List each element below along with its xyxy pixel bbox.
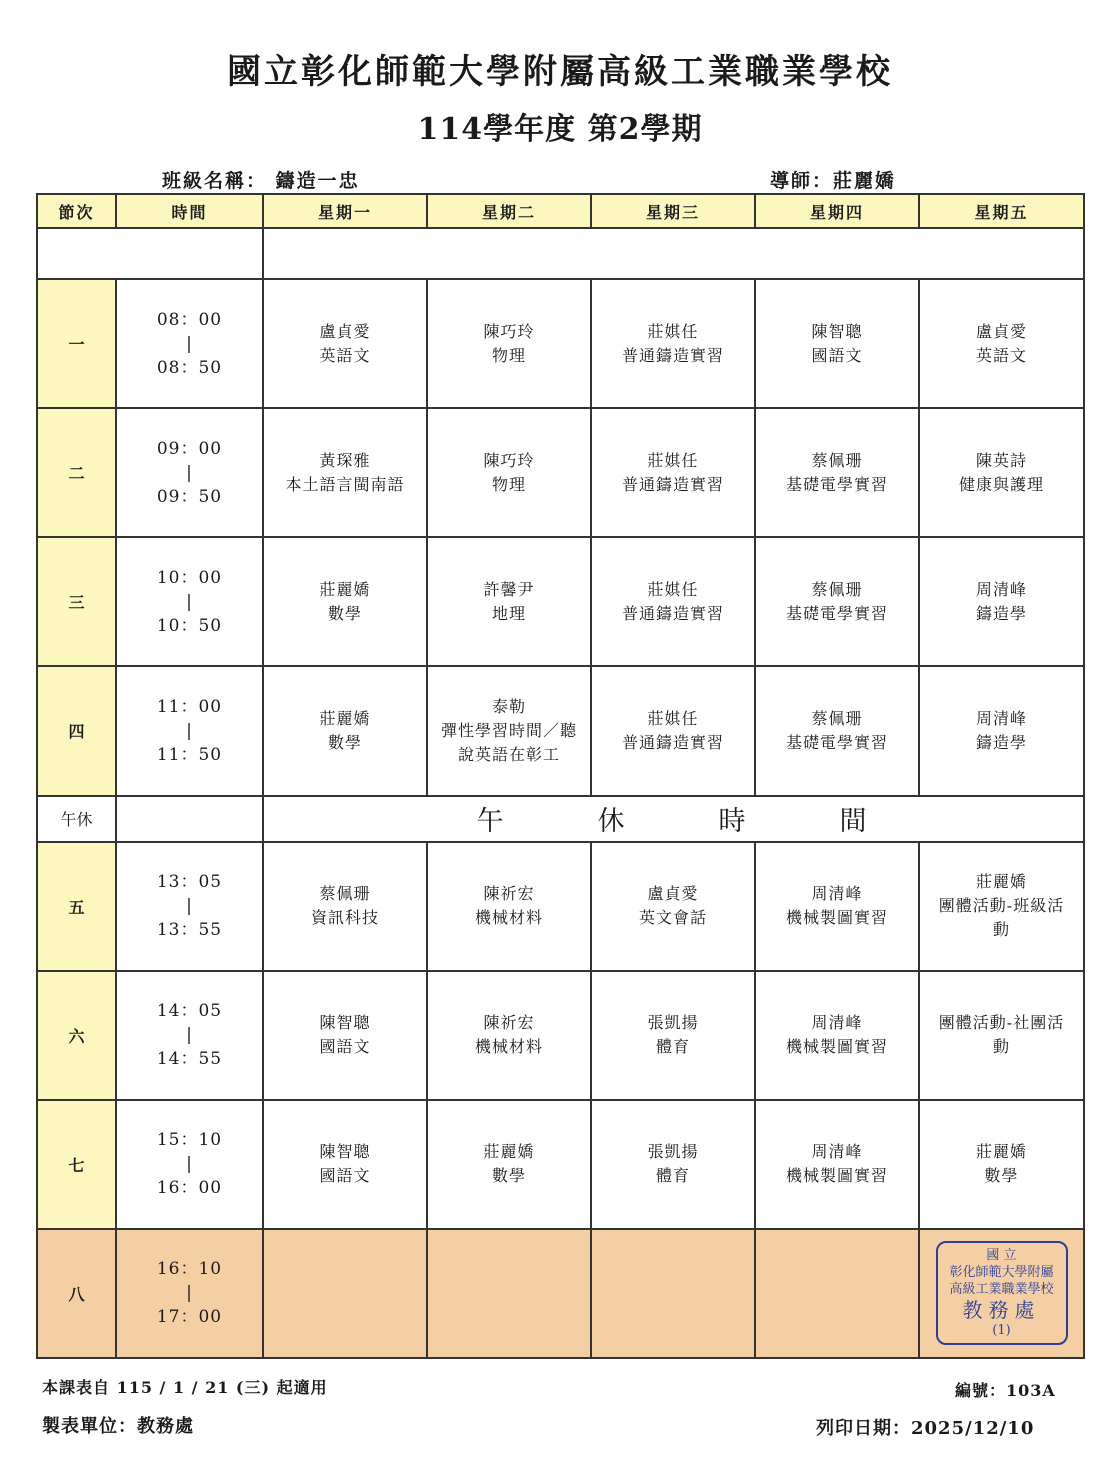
col-header: 星期一 bbox=[263, 194, 427, 228]
class-cell: 張凱揚 體育 bbox=[591, 1100, 755, 1229]
class-cell: 莊麗嬌 數學 bbox=[427, 1100, 591, 1229]
period-row bbox=[37, 842, 1084, 971]
period-label: 四 bbox=[37, 666, 116, 795]
period-time: 15：10 | 16：00 bbox=[116, 1100, 263, 1229]
col-header: 星期二 bbox=[427, 194, 591, 228]
class-cell: 蔡佩珊 資訊科技 bbox=[263, 842, 427, 971]
class-cell: 陳英詩 健康與護理 bbox=[919, 408, 1084, 537]
class-cell bbox=[263, 1229, 427, 1358]
period-time: 13：05 | 13：55 bbox=[116, 842, 263, 971]
period-label: 六 bbox=[37, 971, 116, 1100]
timetable bbox=[36, 193, 1085, 1359]
homeroom-teacher: 導師：莊麗嬌 bbox=[770, 170, 897, 192]
period-label: 七 bbox=[37, 1100, 116, 1229]
term-title: 114學年度 第2學期 bbox=[417, 112, 703, 147]
lunch-row bbox=[37, 796, 1084, 842]
col-header: 星期四 bbox=[755, 194, 919, 228]
class-cell: 盧貞愛 英語文 bbox=[919, 279, 1084, 408]
class-cell: 莊娸任 普通鑄造實習 bbox=[591, 537, 755, 666]
print-date: 列印日期：2025/12/10 bbox=[816, 1418, 1035, 1439]
class-cell: 莊娸任 普通鑄造實習 bbox=[591, 666, 755, 795]
class-cell: 陳巧玲 物理 bbox=[427, 279, 591, 408]
form-code: 編號：103A bbox=[955, 1381, 1056, 1400]
class-cell: 莊麗嬌 數學 bbox=[263, 666, 427, 795]
class-cell: 團體活動-社團活 動 bbox=[919, 971, 1084, 1100]
class-cell: 周清峰 鑄造學 bbox=[919, 666, 1084, 795]
class-cell: 蔡佩珊 基礎電學實習 bbox=[755, 408, 919, 537]
period-time: 08：00 | 08：50 bbox=[116, 279, 263, 408]
class-cell bbox=[591, 1229, 755, 1358]
class-cell bbox=[427, 1229, 591, 1358]
issuing-unit: 製表單位：教務處 bbox=[42, 1416, 194, 1437]
class-cell: 周清峰 鑄造學 bbox=[919, 537, 1084, 666]
period-row bbox=[37, 408, 1084, 537]
class-cell: 周清峰 機械製圖實習 bbox=[755, 1100, 919, 1229]
class-cell bbox=[919, 1229, 1084, 1358]
col-header: 星期五 bbox=[919, 194, 1084, 228]
class-cell: 陳巧玲 物理 bbox=[427, 408, 591, 537]
period-time: 09：00 | 09：50 bbox=[116, 408, 263, 537]
class-cell: 盧貞愛 英語文 bbox=[263, 279, 427, 408]
lunch-label: 午休 bbox=[37, 796, 116, 842]
blank-cell bbox=[116, 796, 263, 842]
class-name: 班級名稱： 鑄造一忠 bbox=[162, 170, 360, 192]
period-row bbox=[37, 1229, 1084, 1358]
period-label: 八 bbox=[37, 1229, 116, 1358]
class-cell: 周清峰 機械製圖實習 bbox=[755, 971, 919, 1100]
school-name: 國立彰化師範大學附屬高級工業職業學校 bbox=[227, 52, 893, 92]
period-time: 11：00 | 11：50 bbox=[116, 666, 263, 795]
class-cell: 莊麗嬌 數學 bbox=[919, 1100, 1084, 1229]
class-cell: 莊麗嬌 數學 bbox=[263, 537, 427, 666]
period-row bbox=[37, 537, 1084, 666]
timetable-header-row bbox=[37, 194, 1084, 228]
class-cell: 陳智聰 國語文 bbox=[263, 971, 427, 1100]
blank-cell bbox=[263, 228, 1084, 279]
period-label: 一 bbox=[37, 279, 116, 408]
class-cell: 莊娸任 普通鑄造實習 bbox=[591, 279, 755, 408]
period-label: 三 bbox=[37, 537, 116, 666]
class-cell: 周清峰 機械製圖實習 bbox=[755, 842, 919, 971]
class-cell: 許馨尹 地理 bbox=[427, 537, 591, 666]
class-cell: 陳智聰 國語文 bbox=[263, 1100, 427, 1229]
period-row bbox=[37, 279, 1084, 408]
class-cell bbox=[755, 1229, 919, 1358]
period-row bbox=[37, 666, 1084, 795]
col-header: 節次 bbox=[37, 194, 116, 228]
period-time: 16：10 | 17：00 bbox=[116, 1229, 263, 1358]
effective-date: 本課表自 115 / 1 / 21 (三) 起適用 bbox=[42, 1378, 328, 1397]
lunch-time-banner: 午 休 時 間 bbox=[263, 796, 1084, 842]
class-cell: 陳祈宏 機械材料 bbox=[427, 971, 591, 1100]
col-header: 時間 bbox=[116, 194, 263, 228]
class-cell: 蔡佩珊 基礎電學實習 bbox=[755, 666, 919, 795]
period-label: 二 bbox=[37, 408, 116, 537]
class-cell: 張凱揚 體育 bbox=[591, 971, 755, 1100]
blank-cell bbox=[37, 228, 263, 279]
class-cell: 蔡佩珊 基礎電學實習 bbox=[755, 537, 919, 666]
period-row bbox=[37, 1100, 1084, 1229]
col-header: 星期三 bbox=[591, 194, 755, 228]
class-cell: 莊娸任 普通鑄造實習 bbox=[591, 408, 755, 537]
class-cell: 黃琛雅 本土語言閩南語 bbox=[263, 408, 427, 537]
period-row bbox=[37, 971, 1084, 1100]
class-cell: 陳智聰 國語文 bbox=[755, 279, 919, 408]
academic-affairs-seal: 國 立 彰化師範大學附屬 高級工業職業學校 教務處 (1) bbox=[936, 1241, 1068, 1345]
class-cell: 盧貞愛 英文會話 bbox=[591, 842, 755, 971]
period-label: 五 bbox=[37, 842, 116, 971]
period-time: 14：05 | 14：55 bbox=[116, 971, 263, 1100]
class-cell: 莊麗嬌 團體活動-班級活 動 bbox=[919, 842, 1084, 971]
blank-row bbox=[37, 228, 1084, 279]
period-time: 10：00 | 10：50 bbox=[116, 537, 263, 666]
class-cell: 泰勒 彈性學習時間／聽 說英語在彰工 bbox=[427, 666, 591, 795]
class-cell: 陳祈宏 機械材料 bbox=[427, 842, 591, 971]
